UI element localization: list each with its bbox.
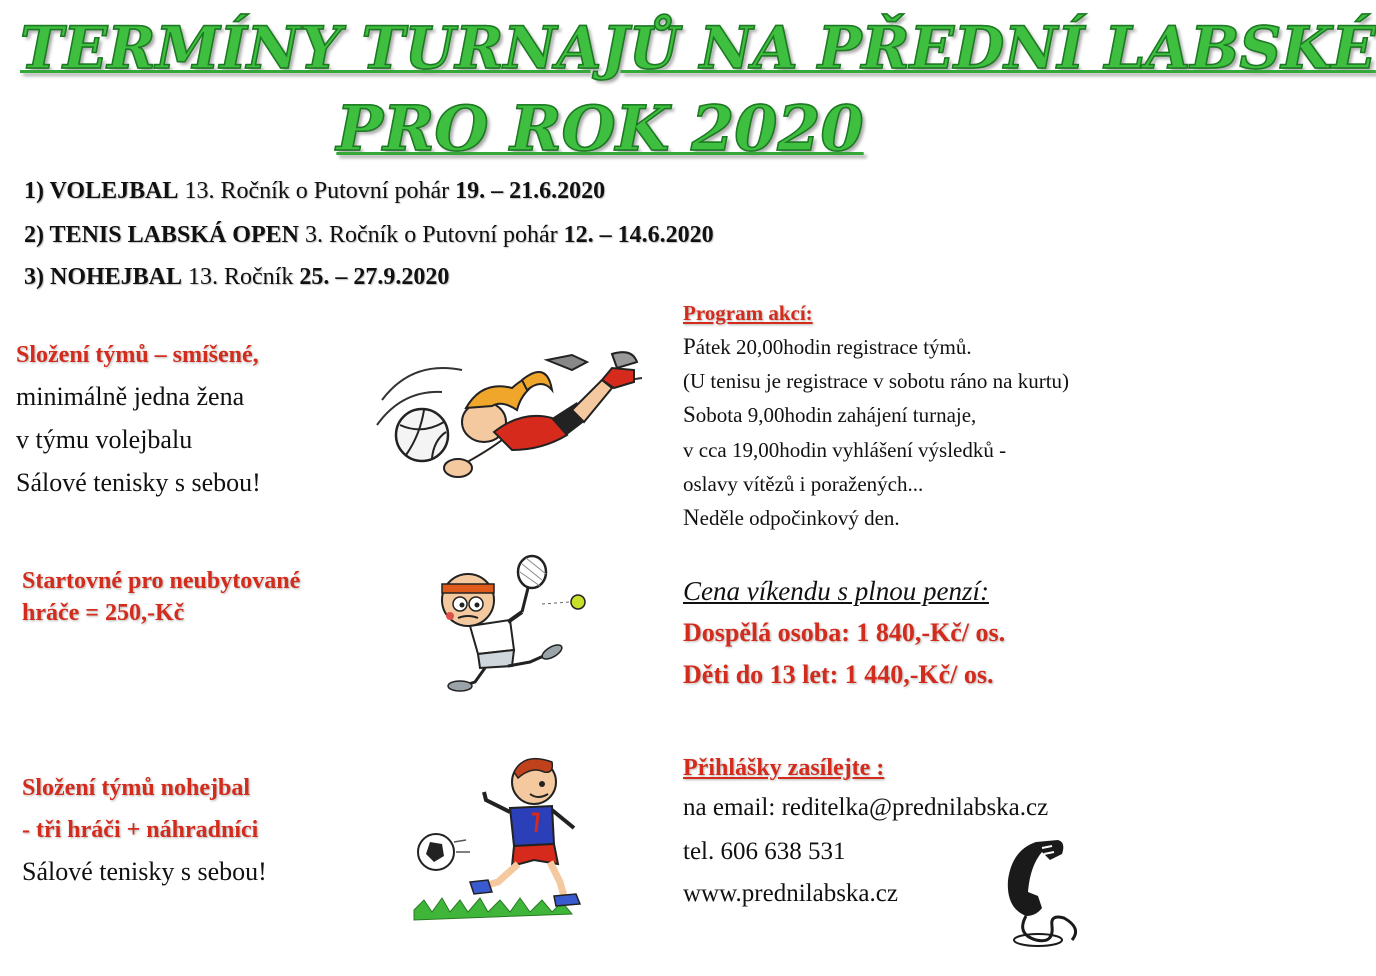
program-initial: P	[683, 334, 696, 359]
tournament-name: 1) VOLEJBAL	[24, 178, 179, 204]
entry-fee-line1: Startovné pro neubytované	[22, 568, 301, 594]
tournament-item-nohejbal	[24, 264, 449, 291]
contact-email: na email: reditelka@prednilabska.cz	[683, 794, 1049, 821]
page-title-line1: TERMÍNY TURNAJŮ NA PŘEDNÍ LABSKÉ	[20, 14, 1376, 82]
tournament-date: 25. – 27.9.2020	[299, 264, 450, 290]
tournament-item-tennis	[24, 222, 714, 249]
tennis-player-icon	[430, 554, 590, 694]
volleyball-heading: Složení týmů – smíšené,	[16, 342, 259, 368]
program-line	[683, 437, 1006, 463]
tournament-name: 2) TENIS LABSKÁ OPEN	[24, 222, 299, 248]
tournament-detail: 13. Ročník	[182, 264, 300, 290]
program-heading: Program akcí:	[683, 301, 813, 325]
contact-heading: Přihlášky zasílejte :	[683, 755, 885, 781]
program-line	[683, 368, 1069, 394]
volleyball-line: v týmu volejbalu	[16, 425, 193, 454]
price-heading: Cena víkendu s plnou penzí:	[683, 576, 989, 606]
tournament-name: 3) NOHEJBAL	[24, 264, 183, 290]
program-text: obota 9,00hodin zahájení turnaje,	[695, 403, 977, 427]
nohejbal-shoes-note: Sálové tenisky s sebou!	[22, 857, 267, 886]
tournament-detail: 13. Ročník o Putovní pohár	[178, 178, 456, 204]
nohejbal-players: - tři hráči + náhradníci	[22, 817, 259, 843]
program-initial: N	[683, 505, 700, 530]
program-text: átek 20,00hodin registrace týmů.	[695, 335, 972, 359]
program-initial: S	[683, 402, 696, 427]
football-player-icon	[414, 752, 594, 927]
program-line	[683, 471, 923, 497]
tournament-date: 12. – 14.6.2020	[563, 222, 714, 248]
tournament-item-volleyball	[24, 178, 605, 205]
nohejbal-heading: Složení týmů nohejbal	[22, 775, 251, 801]
price-adult: Dospělá osoba: 1 840,-Kč/ os.	[683, 618, 1006, 647]
program-text: eděle odpočinkový den.	[699, 506, 900, 530]
volleyball-player-icon	[372, 340, 652, 500]
entry-fee-line2: hráče = 250,-Kč	[22, 600, 185, 626]
program-text: oslavy vítězů i poražených...	[683, 472, 924, 496]
contact-phone: tel. 606 638 531	[683, 838, 846, 865]
page-title-line2: PRO ROK 2020	[336, 92, 864, 165]
contact-website: www.prednilabska.cz	[683, 880, 898, 907]
program-line	[683, 505, 900, 531]
volleyball-line: minimálně jedna žena	[16, 382, 245, 411]
program-line	[683, 334, 972, 360]
telephone-icon	[996, 836, 1088, 948]
program-text: v cca 19,00hodin vyhlášení výsledků -	[683, 438, 1007, 462]
price-kids: Děti do 13 let: 1 440,-Kč/ os.	[683, 660, 994, 689]
program-text: (U tenisu je registrace v sobotu ráno na kurtu)	[683, 369, 1070, 393]
tournament-detail: 3. Ročník o Putovní pohár	[298, 222, 564, 248]
volleyball-line: Sálové tenisky s sebou!	[16, 468, 261, 497]
tournament-date: 19. – 21.6.2020	[455, 178, 606, 204]
program-line	[683, 402, 976, 428]
